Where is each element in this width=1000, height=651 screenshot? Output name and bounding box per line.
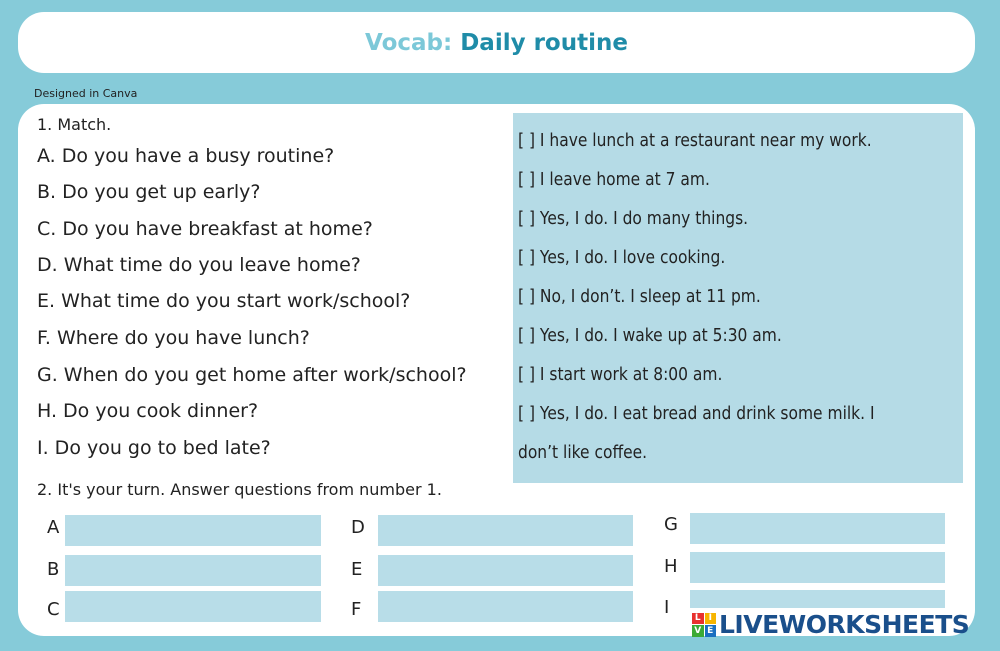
liveworksheets-logo-text: LIVEWORKSHEETS	[719, 610, 970, 639]
question-f: F. Where do you have lunch?	[37, 327, 310, 349]
answer-field-e[interactable]	[378, 555, 633, 586]
field-label-a: A	[47, 517, 60, 538]
answer-2: [ ] I leave home at 7 am.	[518, 169, 710, 190]
field-label-f: F	[351, 599, 362, 620]
answer-6: [ ] Yes, I do. I wake up at 5:30 am.	[518, 325, 782, 346]
answer-field-a[interactable]	[65, 515, 321, 546]
answer-field-h[interactable]	[690, 552, 945, 583]
answer-8: [ ] Yes, I do. I eat bread and drink some milk. I	[518, 403, 875, 424]
answer-field-c[interactable]	[65, 591, 321, 622]
question-h: H. Do you cook dinner?	[37, 400, 259, 422]
field-label-c: C	[47, 599, 60, 620]
logo-mark-l: L	[692, 613, 704, 625]
page-title-prefix: Vocab:	[365, 29, 461, 56]
question-e: E. What time do you start work/school?	[37, 290, 411, 312]
question-c: C. Do you have breakfast at home?	[37, 218, 373, 240]
logo-mark-e: E	[705, 625, 717, 637]
page-title-main: Daily routine	[460, 29, 628, 56]
answer-8-continued: don’t like coffee.	[518, 442, 648, 463]
answer-4: [ ] Yes, I do. I love cooking.	[518, 247, 726, 268]
field-label-b: B	[47, 559, 60, 580]
answer-field-i[interactable]	[690, 590, 945, 608]
field-label-e: E	[351, 559, 363, 580]
field-label-h: H	[664, 556, 678, 577]
liveworksheets-logo-icon	[692, 613, 716, 637]
answer-field-g[interactable]	[690, 513, 945, 544]
field-label-i: I	[664, 597, 670, 618]
answer-field-d[interactable]	[378, 515, 633, 546]
answer-5: [ ] No, I don’t. I sleep at 11 pm.	[518, 286, 761, 307]
logo-mark-i: I	[705, 613, 717, 625]
answer-3: [ ] Yes, I do. I do many things.	[518, 208, 749, 229]
question-d: D. What time do you leave home?	[37, 254, 361, 276]
canva-credit: Designed in Canva	[34, 87, 138, 100]
page-title	[365, 30, 628, 56]
question-a: A. Do you have a busy routine?	[37, 145, 335, 167]
answer-field-b[interactable]	[65, 555, 321, 586]
answer-field-f[interactable]	[378, 591, 633, 622]
question-g: G. When do you get home after work/school?	[37, 364, 467, 386]
question-i: I. Do you go to bed late?	[37, 437, 271, 459]
field-label-g: G	[664, 514, 678, 535]
section1-heading: 1. Match.	[37, 115, 112, 134]
field-label-d: D	[351, 517, 365, 538]
logo-mark-v: V	[692, 625, 704, 637]
section2-heading: 2. It's your turn. Answer questions from number 1.	[37, 480, 442, 499]
answer-7: [ ] I start work at 8:00 am.	[518, 364, 723, 385]
answer-1: [ ] I have lunch at a restaurant near my work.	[518, 130, 872, 151]
title-bar	[18, 12, 975, 73]
question-b: B. Do you get up early?	[37, 181, 261, 203]
liveworksheets-logo[interactable]	[692, 610, 969, 639]
